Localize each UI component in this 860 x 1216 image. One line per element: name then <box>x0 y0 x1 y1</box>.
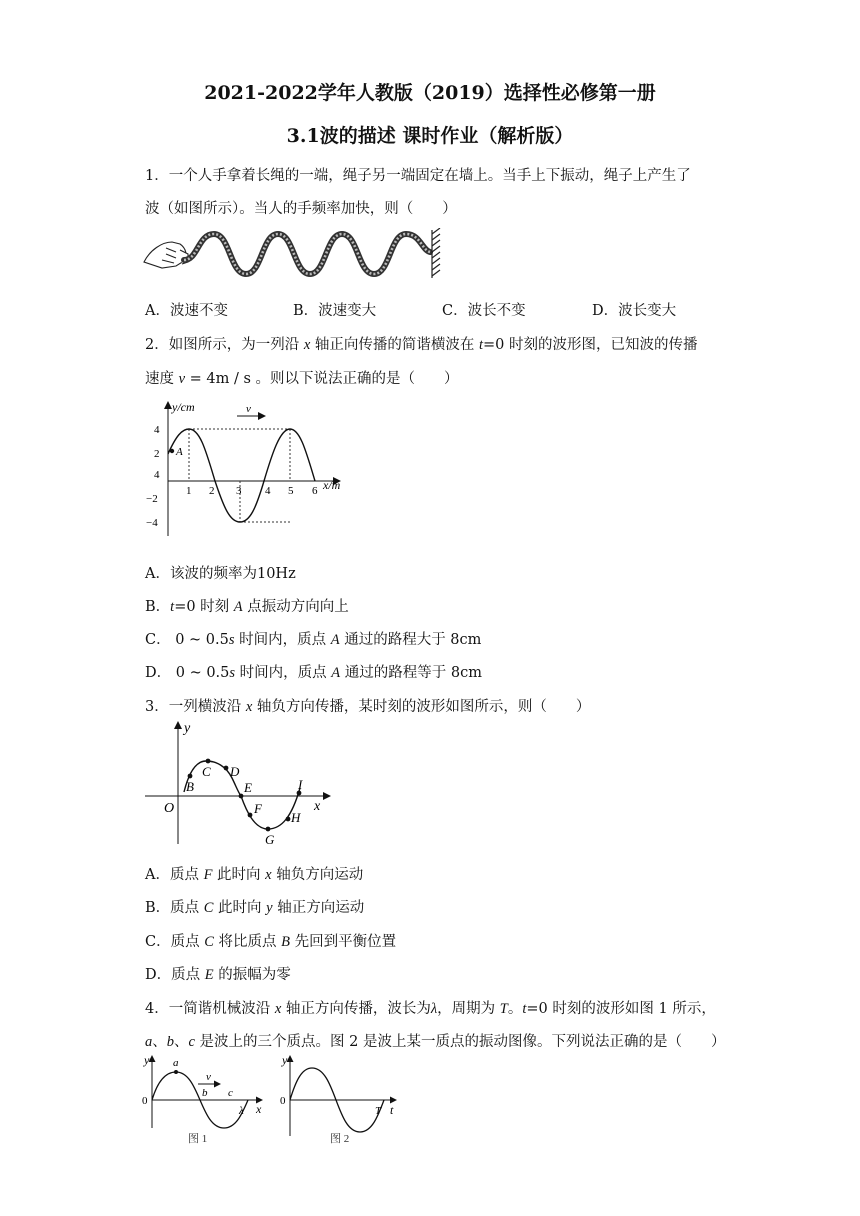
svg-text:G: G <box>265 832 275 846</box>
svg-text:y: y <box>144 1053 150 1067</box>
q2-wave-curve <box>168 429 315 522</box>
svg-text:−2: −2 <box>146 493 158 505</box>
q2-wave-figure <box>140 396 370 536</box>
svg-text:T: T <box>375 1105 382 1117</box>
q1-stem-line2: 波（如图所示）。当人的手频率加快，则（ ） <box>145 201 457 217</box>
hand-icon <box>144 242 188 268</box>
q1-stem-line1: 1．一个人手拿着长绳的一端，绳子另一端固定在墙上。当手上下振动，绳子上产生了 <box>145 168 691 184</box>
svg-text:5: 5 <box>288 485 294 497</box>
svg-text:a: a <box>173 1057 179 1069</box>
q1-option-a[interactable]: A．波速不变 <box>145 303 228 319</box>
q2-stem-line2: 速度 v = 4m / s 。则以下说法正确的是（ ） <box>145 371 459 387</box>
svg-text:0: 0 <box>280 1095 286 1107</box>
q3-option-c[interactable]: C．质点 C 将比质点 B 先回到平衡位置 <box>145 934 397 950</box>
q2-option-b[interactable]: B．t=0 时刻 A 点振动方向向上 <box>145 599 349 615</box>
q3-origin-label: O <box>164 801 175 816</box>
q1-option-b[interactable]: B．波速变大 <box>293 303 377 319</box>
svg-text:λ: λ <box>239 1105 244 1117</box>
q3-x-axis-label: x <box>314 799 321 814</box>
svg-text:x: x <box>256 1102 262 1116</box>
svg-text:H: H <box>291 810 301 825</box>
svg-text:v: v <box>206 1071 211 1083</box>
svg-text:−4: −4 <box>146 517 158 529</box>
q4-figure-2-caption: 图 2 <box>330 1133 350 1145</box>
svg-text:c: c <box>228 1087 233 1099</box>
q2-option-c[interactable]: C． 0 ~ 0.5s 时间内，质点 A 通过的路程大于 8cm <box>145 632 482 648</box>
svg-text:2: 2 <box>209 485 215 497</box>
svg-text:3: 3 <box>236 485 242 497</box>
q2-stem-line1: 2．如图所示，为一列沿 x 轴正向传播的简谐横波在 t=0 时刻的波形图，已知波的传播 <box>145 337 698 353</box>
q2-velocity-label: v <box>246 403 251 415</box>
svg-text:6: 6 <box>312 485 318 497</box>
svg-text:E: E <box>244 780 252 795</box>
q2-option-a[interactable]: A．该波的频率为10Hz <box>145 566 296 582</box>
svg-text:2: 2 <box>154 448 160 460</box>
q2-y-axis-label: y/cm <box>172 400 195 414</box>
q4-figure-2 <box>272 1052 402 1148</box>
svg-text:4: 4 <box>154 424 160 436</box>
q1-option-c[interactable]: C．波长不变 <box>442 303 526 319</box>
q4-stem-line2: a、b、c 是波上的三个质点。图 2 是波上某一质点的振动图像。下列说法正确的是（ ） <box>145 1034 726 1050</box>
q1-rope-figure <box>140 228 450 284</box>
svg-text:F: F <box>254 801 262 816</box>
svg-text:t: t <box>390 1103 394 1117</box>
q3-option-a[interactable]: A．质点 F 此时向 x 轴负方向运动 <box>145 867 364 883</box>
q4-figure-1 <box>140 1052 270 1148</box>
q4-figure-1-caption: 图 1 <box>188 1133 208 1145</box>
svg-text:B: B <box>186 779 194 794</box>
q4-stem-line1: 4．一简谐机械波沿 x 轴正方向传播，波长为λ，周期为 T。t=0 时刻的波形如图 1 所示， <box>145 1001 716 1017</box>
q2-point-a <box>170 449 174 453</box>
q3-wave-figure <box>140 716 340 846</box>
svg-text:D: D <box>230 764 240 779</box>
q3-y-axis-label: y <box>184 721 191 736</box>
q3-stem: 3．一列横波沿 x 轴负方向传播，某时刻的波形如图所示，则（ ） <box>145 699 591 715</box>
wall <box>432 228 440 278</box>
svg-text:b: b <box>202 1087 208 1099</box>
document-title: 2021-2022学年人教版（2019）选择性必修第一册 <box>204 82 656 104</box>
svg-text:y: y <box>282 1053 288 1067</box>
q2-point-a-label: A <box>176 446 183 458</box>
svg-text:0: 0 <box>142 1095 148 1107</box>
q3-option-d[interactable]: D．质点 E 的振幅为零 <box>145 967 291 983</box>
svg-text:4: 4 <box>265 485 271 497</box>
q1-option-d[interactable]: D．波长变大 <box>592 303 677 319</box>
q2-x-axis-label: x/m <box>323 478 341 492</box>
q3-option-b[interactable]: B．质点 C 此时向 y 轴正方向运动 <box>145 900 365 916</box>
q2-option-d[interactable]: D． 0 ~ 0.5s 时间内，质点 A 通过的路程等于 8cm <box>145 665 482 681</box>
svg-text:1: 1 <box>186 485 192 497</box>
rope-wave <box>184 234 430 274</box>
document-subtitle: 3.1波的描述 课时作业（解析版） <box>286 125 574 147</box>
svg-text:4: 4 <box>154 469 160 481</box>
svg-text:I: I <box>298 777 303 792</box>
svg-text:C: C <box>202 764 211 779</box>
